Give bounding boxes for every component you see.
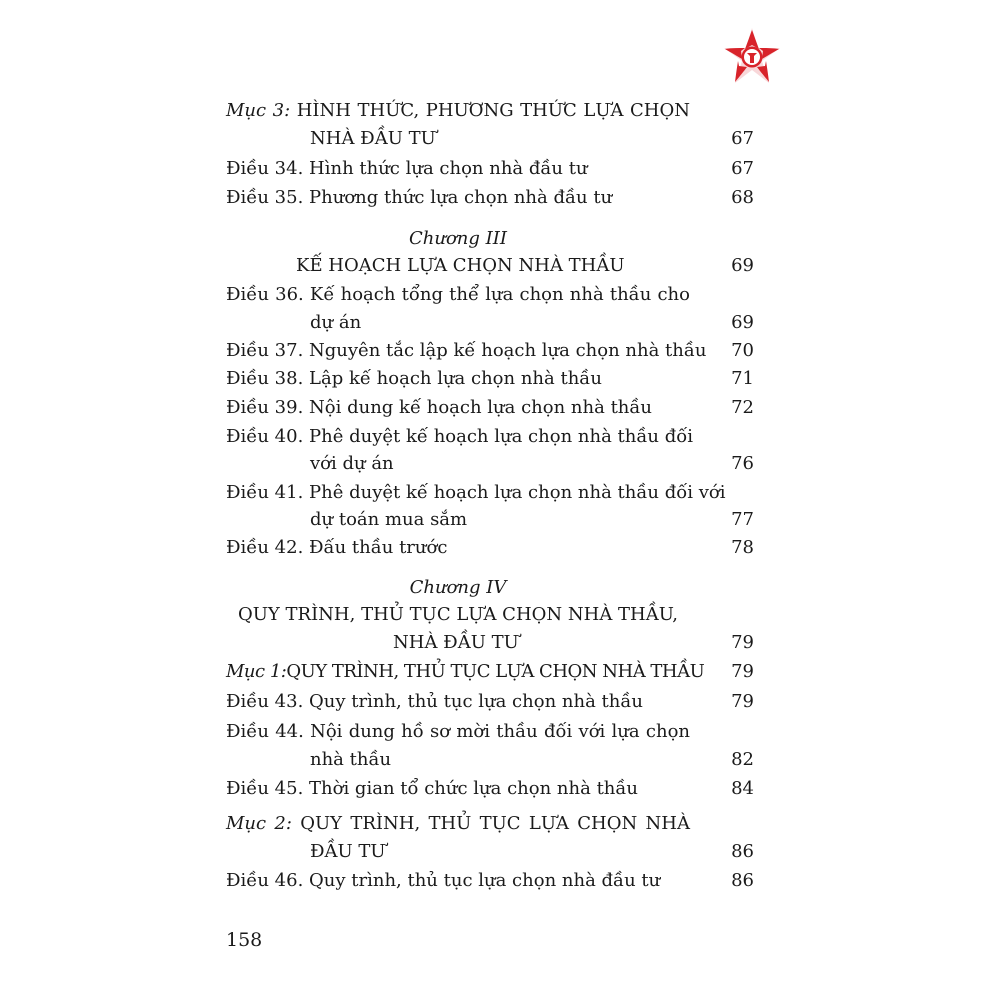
chapter-title-iii <box>226 252 756 280</box>
toc-entry-dieu35 <box>226 184 756 212</box>
article-title: Điều 35. Phương thức lựa chọn nhà đầu tư <box>226 187 613 208</box>
article-title: Điều 44. Nội dung hồ sơ mời thầu đối với lựa chọn <box>226 721 690 742</box>
toc-entry-muc2-line2 <box>226 838 756 866</box>
article-title: Điều 34. Hình thức lựa chọn nhà đầu tư <box>226 158 588 179</box>
chapter-label-iv: Chương IV <box>409 577 507 598</box>
toc-entry-dieu44-line1 <box>226 718 756 746</box>
page-ref: 77 <box>731 509 754 530</box>
toc-entry-muc2-line1 <box>226 810 756 838</box>
article-title: Điều 38. Lập kế hoạch lựa chọn nhà thầu <box>226 368 602 389</box>
toc-entry-dieu39 <box>226 394 756 422</box>
section-title-cont: ĐẦU TƯ <box>310 841 386 862</box>
page-ref: 67 <box>731 128 754 149</box>
page-ref: 68 <box>731 187 754 208</box>
page-ref: 70 <box>731 340 754 361</box>
article-title-cont: dự toán mua sắm <box>310 509 468 530</box>
toc-entry-dieu34 <box>226 155 756 183</box>
toc-entry-dieu40-line2 <box>226 450 756 478</box>
toc-entry-dieu40-line1 <box>226 423 756 451</box>
section-prefix: Mục 3: <box>226 100 291 121</box>
page-ref: 72 <box>731 397 754 418</box>
chapter-title-cont: NHÀ ĐẦU TƯ <box>393 632 519 653</box>
page-ref: 82 <box>731 749 754 770</box>
article-title-cont: với dự án <box>310 453 394 474</box>
page-ref: 86 <box>731 841 754 862</box>
article-title-cont: dự án <box>310 312 362 333</box>
article-title: Điều 45. Thời gian tổ chức lựa chọn nhà thầu <box>226 778 639 799</box>
toc-entry-dieu42 <box>226 534 756 562</box>
article-title: Điều 43. Quy trình, thủ tục lựa chọn nhà thầu <box>226 691 643 712</box>
section-prefix: Mục 1: <box>226 661 287 682</box>
toc-entry-dieu36-line1 <box>226 281 756 309</box>
toc-entry-dieu41-line2 <box>226 506 756 534</box>
section-title-cont: NHÀ ĐẦU TƯ <box>310 128 436 149</box>
chapter-title: QUY TRÌNH, THỦ TỤC LỰA CHỌN NHÀ THẦU, <box>237 604 678 625</box>
article-title: Điều 42. Đấu thầu trước <box>226 537 448 558</box>
page-ref: 79 <box>731 661 754 682</box>
article-title: Điều 46. Quy trình, thủ tục lựa chọn nhà đầu tư <box>226 870 661 891</box>
toc-entry-dieu45 <box>226 775 756 803</box>
page-ref: 71 <box>731 368 754 389</box>
article-title-cont: nhà thầu <box>310 749 392 770</box>
chapter-title-iv-line2 <box>226 629 756 657</box>
page-ref: 69 <box>731 312 754 333</box>
toc-entry-dieu36-line2 <box>226 309 756 337</box>
toc-entry-dieu38 <box>226 365 756 393</box>
toc-entry-dieu37 <box>226 337 756 365</box>
toc-entry-dieu44-line2 <box>226 746 756 774</box>
page-number: 158 <box>226 929 263 951</box>
toc-entry-dieu43 <box>226 688 756 716</box>
chapter-title-iv-line1 <box>226 601 690 629</box>
page-ref: 78 <box>731 537 754 558</box>
chapter-label-iii: Chương III <box>409 228 507 249</box>
article-title: Điều 41. Phê duyệt kế hoạch lựa chọn nhà thầu đối với <box>226 482 726 503</box>
toc-entry-muc3-line2 <box>226 125 756 153</box>
toc-entry-muc1 <box>226 658 756 686</box>
toc-entry-muc3-line1 <box>226 97 756 125</box>
page-ref: 76 <box>731 453 754 474</box>
article-title: Điều 36. Kế hoạch tổng thể lựa chọn nhà thầu cho <box>226 284 690 305</box>
chapter-title: KẾ HOẠCH LỰA CHỌN NHÀ THẦU <box>296 255 625 276</box>
section-title: QUY TRÌNH, THỦ TỤC LỰA CHỌN NHÀ <box>300 813 690 834</box>
page-ref: 84 <box>731 778 754 799</box>
page-ref: 69 <box>731 255 754 276</box>
page-ref: 86 <box>731 870 754 891</box>
section-title: HÌNH THỨC, PHƯƠNG THỨC LỰA CHỌN <box>296 100 691 121</box>
table-of-contents <box>226 0 756 1000</box>
page-ref: 67 <box>731 158 754 179</box>
toc-entry-dieu41-line1 <box>226 479 756 507</box>
article-title: Điều 40. Phê duyệt kế hoạch lựa chọn nhà thầu đối <box>226 426 693 447</box>
toc-entry-dieu46 <box>226 867 756 895</box>
section-prefix: Mục 2: <box>226 813 292 834</box>
page-ref: 79 <box>731 691 754 712</box>
section-title: QUY TRÌNH, THỦ TỤC LỰA CHỌN NHÀ THẦU <box>286 661 705 682</box>
page-ref: 79 <box>731 632 754 653</box>
article-title: Điều 39. Nội dung kế hoạch lựa chọn nhà thầu <box>226 397 653 418</box>
article-title: Điều 37. Nguyên tắc lập kế hoạch lựa chọn nhà thầu <box>226 340 707 361</box>
